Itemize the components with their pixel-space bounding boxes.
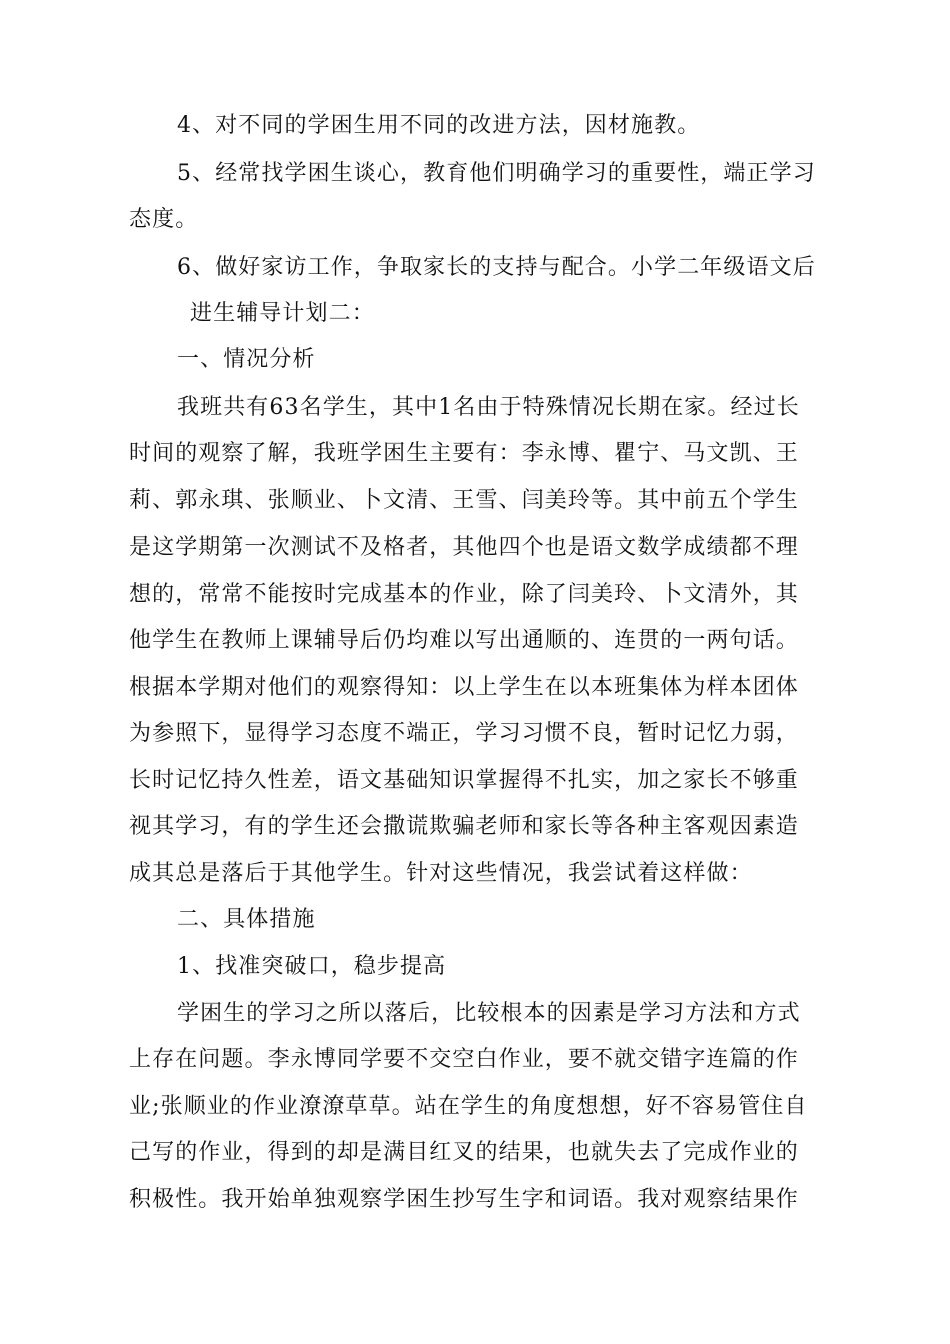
paragraph-line: 5、经常找学困生谈心，教育他们明确学习的重要性，端正学习 <box>177 161 816 186</box>
paragraph-line: 6、做好家访工作，争取家长的支持与配合。小学二年级语文后 <box>177 255 816 280</box>
section-title: 进生辅导计划二： <box>190 301 375 326</box>
sub-heading: 1、找准突破口，稳步提高 <box>177 954 447 979</box>
paragraph-line: 态度。 <box>129 207 199 232</box>
paragraph-line: 积极性。我开始单独观察学困生抄写生字和词语。我对观察结果作 <box>129 1187 799 1212</box>
paragraph-line: 想的，常常不能按时完成基本的作业，除了闫美玲、卜文清外，其 <box>129 582 799 607</box>
section-heading: 一、情况分析 <box>177 347 316 372</box>
paragraph-line: 成其总是落后于其他学生。针对这些情况，我尝试着这样做： <box>129 861 753 886</box>
paragraph-line: 我班共有63名学生，其中1名由于特殊情况长期在家。经过长 <box>177 395 800 420</box>
paragraph-line: 业;张顺业的作业潦潦草草。站在学生的角度想想，好不容易管住自 <box>129 1094 808 1119</box>
paragraph-line: 视其学习，有的学生还会撒谎欺骗老师和家长等各种主客观因素造 <box>129 814 799 839</box>
paragraph-line: 长时记忆持久性差，语文基础知识掌握得不扎实，加之家长不够重 <box>129 768 799 793</box>
paragraph-line: 学困生的学习之所以落后，比较根本的因素是学习方法和方式 <box>177 1001 801 1026</box>
paragraph-line: 上存在问题。李永博同学要不交空白作业，要不就交错字连篇的作 <box>129 1047 799 1072</box>
paragraph-line: 为参照下，显得学习态度不端正，学习习惯不良，暂时记忆力弱， <box>129 721 799 746</box>
paragraph-line: 是这学期第一次测试不及格者，其他四个也是语文数学成绩都不理 <box>129 535 799 560</box>
paragraph-line: 他学生在教师上课辅导后仍均难以写出通顺的、连贯的一两句话。 <box>129 628 799 653</box>
paragraph-line: 己写的作业，得到的却是满目红叉的结果，也就失去了完成作业的 <box>129 1140 799 1165</box>
paragraph-line: 时间的观察了解，我班学困生主要有：李永博、瞿宁、马文凯、王 <box>129 441 799 466</box>
paragraph-line: 莉、郭永琪、张顺业、卜文清、王雪、闫美玲等。其中前五个学生 <box>129 488 799 513</box>
paragraph-line: 4、对不同的学困生用不同的改进方法，因材施教。 <box>177 113 701 138</box>
section-heading: 二、具体措施 <box>177 907 316 932</box>
paragraph-line: 根据本学期对他们的观察得知：以上学生在以本班集体为样本团体 <box>129 675 799 700</box>
